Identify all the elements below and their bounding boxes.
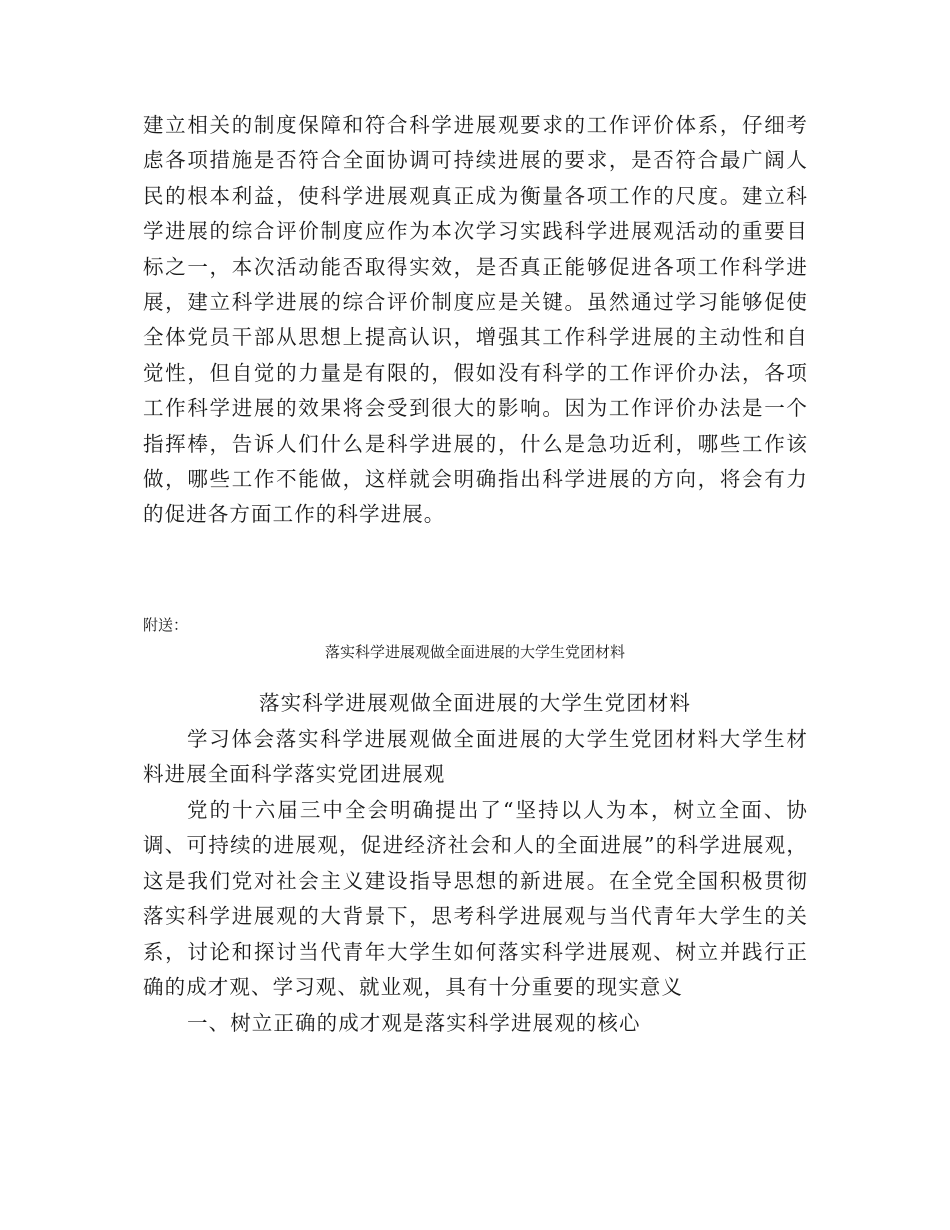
attachment-subtitle: 落实科学进展观做全面进展的大学生党团材料: [324, 643, 625, 661]
section-heading: 一、树立正确的成才观是落实科学进展观的核心: [187, 1011, 641, 1035]
intro-paragraph: 建立相关的制度保障和符合科学进展观要求的工作评价体系，仔细考虑各项措施是否符合全面协调可持续进展的要求，是否符合最广阔人民的根本利益，使科学进展观真正成为衡量各项工作的尺度。建立科学进展的综合评价制度应作为本次学习实践科学进展观活动的重要目标之一，本次活动能否取得实效，是否真正能够促进各项工作科学进展，建立科学进展的综合评价制度应是关键。虽然通过学习能够促使全体党员干部从思想上提高认识，增强其工作科学进展的主动性和自觉性，但自觉的力量是有限的，假如没有科学的工作评价办法，各项工作科学进展的效果将会受到很大的影响。因为工作评价办法是一个指挥棒，告诉人们什么是科学进展的，什么是急功近利，哪些工作该做，哪些工作不能做，这样就会明确指出科学进展的方向，将会有力的促进各方面工作的科学进展。: [143, 113, 808, 527]
keywords-paragraph: 学习体会落实科学进展观做全面进展的大学生党团材料大学生材料进展全面科学落实党团进展观: [143, 727, 808, 787]
attachment-label: 附送：: [143, 616, 189, 634]
document-title: 落实科学进展观做全面进展的大学生党团材料: [259, 691, 691, 715]
main-paragraph: 党的十六届三中全会明确提出了“坚持以人为本，树立全面、协调、可持续的进展观，促进经济社会和人的全面进展”的科学进展观，这是我们党对社会主义建设指导思想的新进展。在全党全国积极贯彻落实科学进展观的大背景下，思考科学进展观与当代青年大学生的关系，讨论和探讨当代青年大学生如何落实科学进展观、树立并践行正确的成才观、学习观、就业观，具有十分重要的现实意义: [143, 798, 808, 1000]
